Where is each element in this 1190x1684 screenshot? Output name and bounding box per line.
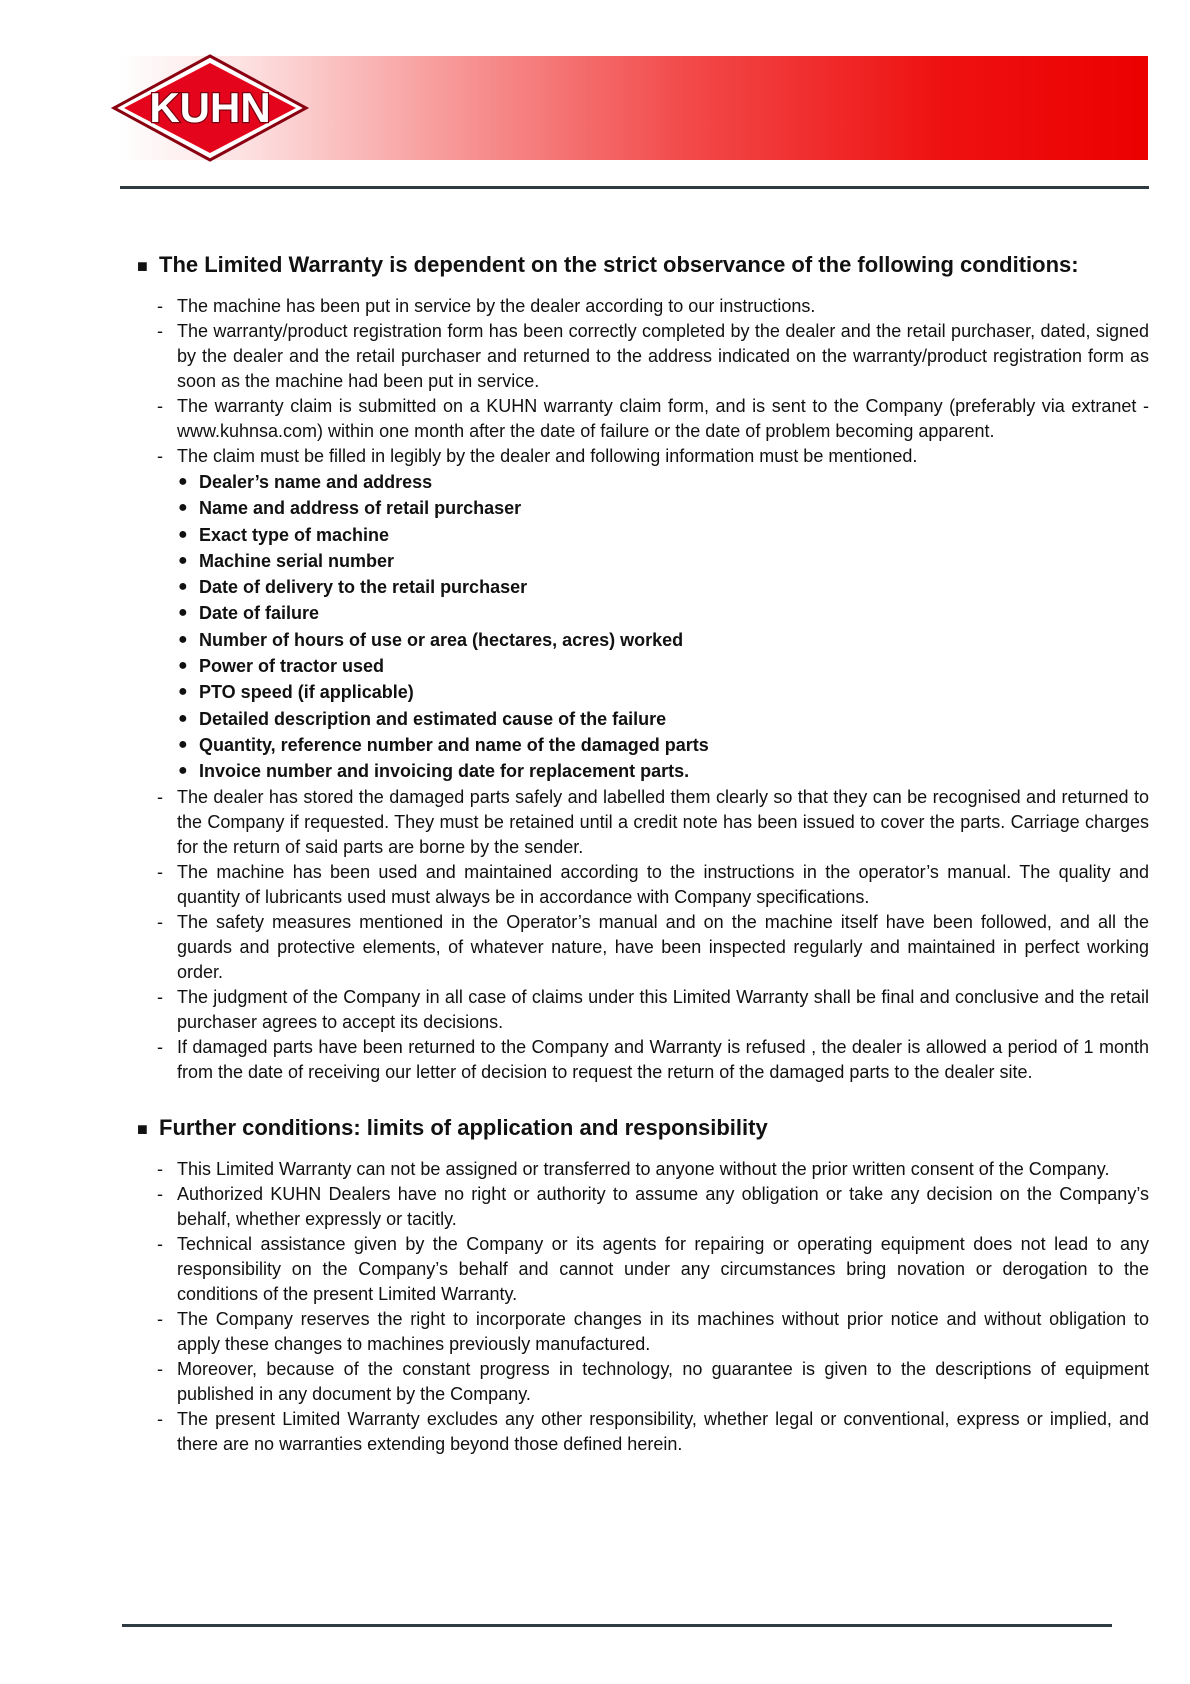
header-divider [120,186,1149,189]
list-item: ● Name and address of retail purchaser [137,495,1149,521]
list-item: - Authorized KUHN Dealers have no right or authority to assume any obligation or take any decision on the Company’s behalf, whether expressly or tacitly. [157,1183,1149,1229]
bullet-icon: ● [178,578,188,596]
list-item: ● Invoice number and invoicing date for replacement parts. [137,758,1149,784]
list-item: - The Company reserves the right to incorporate changes in its machines without prior notice and without obligation to apply these changes to machines previously manufactured. [157,1308,1149,1354]
list-item: - The judgment of the Company in all case of claims under this Limited Warranty shall be final and conclusive and the retail purchaser agrees to accept its decisions. [157,986,1149,1032]
list-item: ● Machine serial number [137,548,1149,574]
bullet-icon: ● [178,657,188,675]
section-title-text: Further conditions: limits of application and responsibility [159,1114,768,1140]
list-item: - The dealer has stored the damaged parts safely and labelled them clearly so that they can be recognised and returned to the Company if requested. They must be retained until a credit note has been issued to cover the parts. Carriage charges for the return of said parts are borne by the sender. [157,786,1149,857]
list-item: - Technical assistance given by the Company or its agents for repairing or operating equipment does not lead to any responsibility on the Company’s behalf and cannot under any circumstances bring novation or derogation to the conditions of the present Limited Warranty. [157,1233,1149,1304]
list-item: ● Quantity, reference number and name of the damaged parts [137,732,1149,758]
bullet-icon: ● [178,709,188,727]
bullet-icon: ● [178,499,188,517]
list-item: ● Date of delivery to the retail purchaser [137,574,1149,600]
list-item: - This Limited Warranty can not be assigned or transferred to anyone without the prior written consent of the Company. [157,1158,1110,1179]
list-item: ● Number of hours of use or area (hectares, acres) worked [137,627,1149,653]
list-item: - The warranty claim is submitted on a KUHN warranty claim form, and is sent to the Company (preferably via extranet - www.kuhnsa.com) within one month after the date of failure or the date of problem becoming apparent. [157,396,1149,441]
list-item: ● Exact type of machine [137,522,1149,548]
warranty-content [137,252,1149,1542]
list-item: - The machine has been put in service by the dealer according to our instructions. [157,296,816,316]
bullet-icon: ● [178,762,188,780]
list-item: ● Power of tractor used [137,653,1149,679]
section-title-further-conditions [137,1115,1149,1140]
square-bullet-icon: ■ [137,256,148,276]
square-bullet-icon: ■ [137,1118,148,1139]
list-item: - The claim must be filled in legibly by the dealer and following information must be mentioned. [157,446,918,466]
bullet-icon: ● [178,473,188,490]
list-item: ● Dealer’s name and address [137,469,1149,495]
list-item: - The warranty/product registration form has been correctly completed by the dealer and the retail purchaser, dated, signed by the dealer and the retail purchaser and returned to the address indicated on the warranty/product registration form as soon as the machine had been put in service. [157,321,1149,391]
list-item: - The safety measures mentioned in the Operator’s manual and on the machine itself have been followed, and all the guards and protective elements, of whatever nature, have been inspected regularly and maintained in perfect working order. [157,911,1149,982]
conditions-list-continued [137,785,1149,1085]
list-item: - The present Limited Warranty excludes any other responsibility, whether legal or conventional, express or implied, and there are no warranties extending beyond those defined herein. [157,1408,1149,1454]
list-item: ● Detailed description and estimated cause of the failure [137,706,1149,732]
section-title-conditions [137,252,1149,277]
list-item: - Moreover, because of the constant progress in technology, no guarantee is given to the descriptions of equipment published in any document by the Company. [157,1358,1149,1404]
bullet-icon: ● [178,735,188,753]
logo-text: KUHN [149,84,271,131]
bullet-icon: ● [178,604,188,622]
section-title-text: The Limited Warranty is dependent on the strict observance of the following conditions: [159,252,1079,277]
bullet-icon: ● [178,683,188,701]
bullet-icon: ● [178,525,188,543]
claim-info-list [137,469,1149,785]
list-item: - If damaged parts have been returned to the Company and Warranty is refused , the dealer is allowed a period of 1 month from the date of receiving our letter of decision to request the return of the damaged parts to the dealer site. [157,1036,1149,1082]
list-item: - The machine has been used and maintained according to the instructions in the operator’s manual. The quality and quantity of lubricants used must always be in accordance with Company specifications. [157,861,1149,907]
list-item: ● PTO speed (if applicable) [137,679,1149,705]
list-item: ● Date of failure [137,600,1149,626]
bullet-icon: ● [178,630,188,648]
further-conditions-list [137,1157,1149,1457]
kuhn-logo [110,54,310,162]
conditions-list [137,294,1149,469]
footer-divider [122,1624,1112,1627]
bullet-icon: ● [178,551,188,569]
